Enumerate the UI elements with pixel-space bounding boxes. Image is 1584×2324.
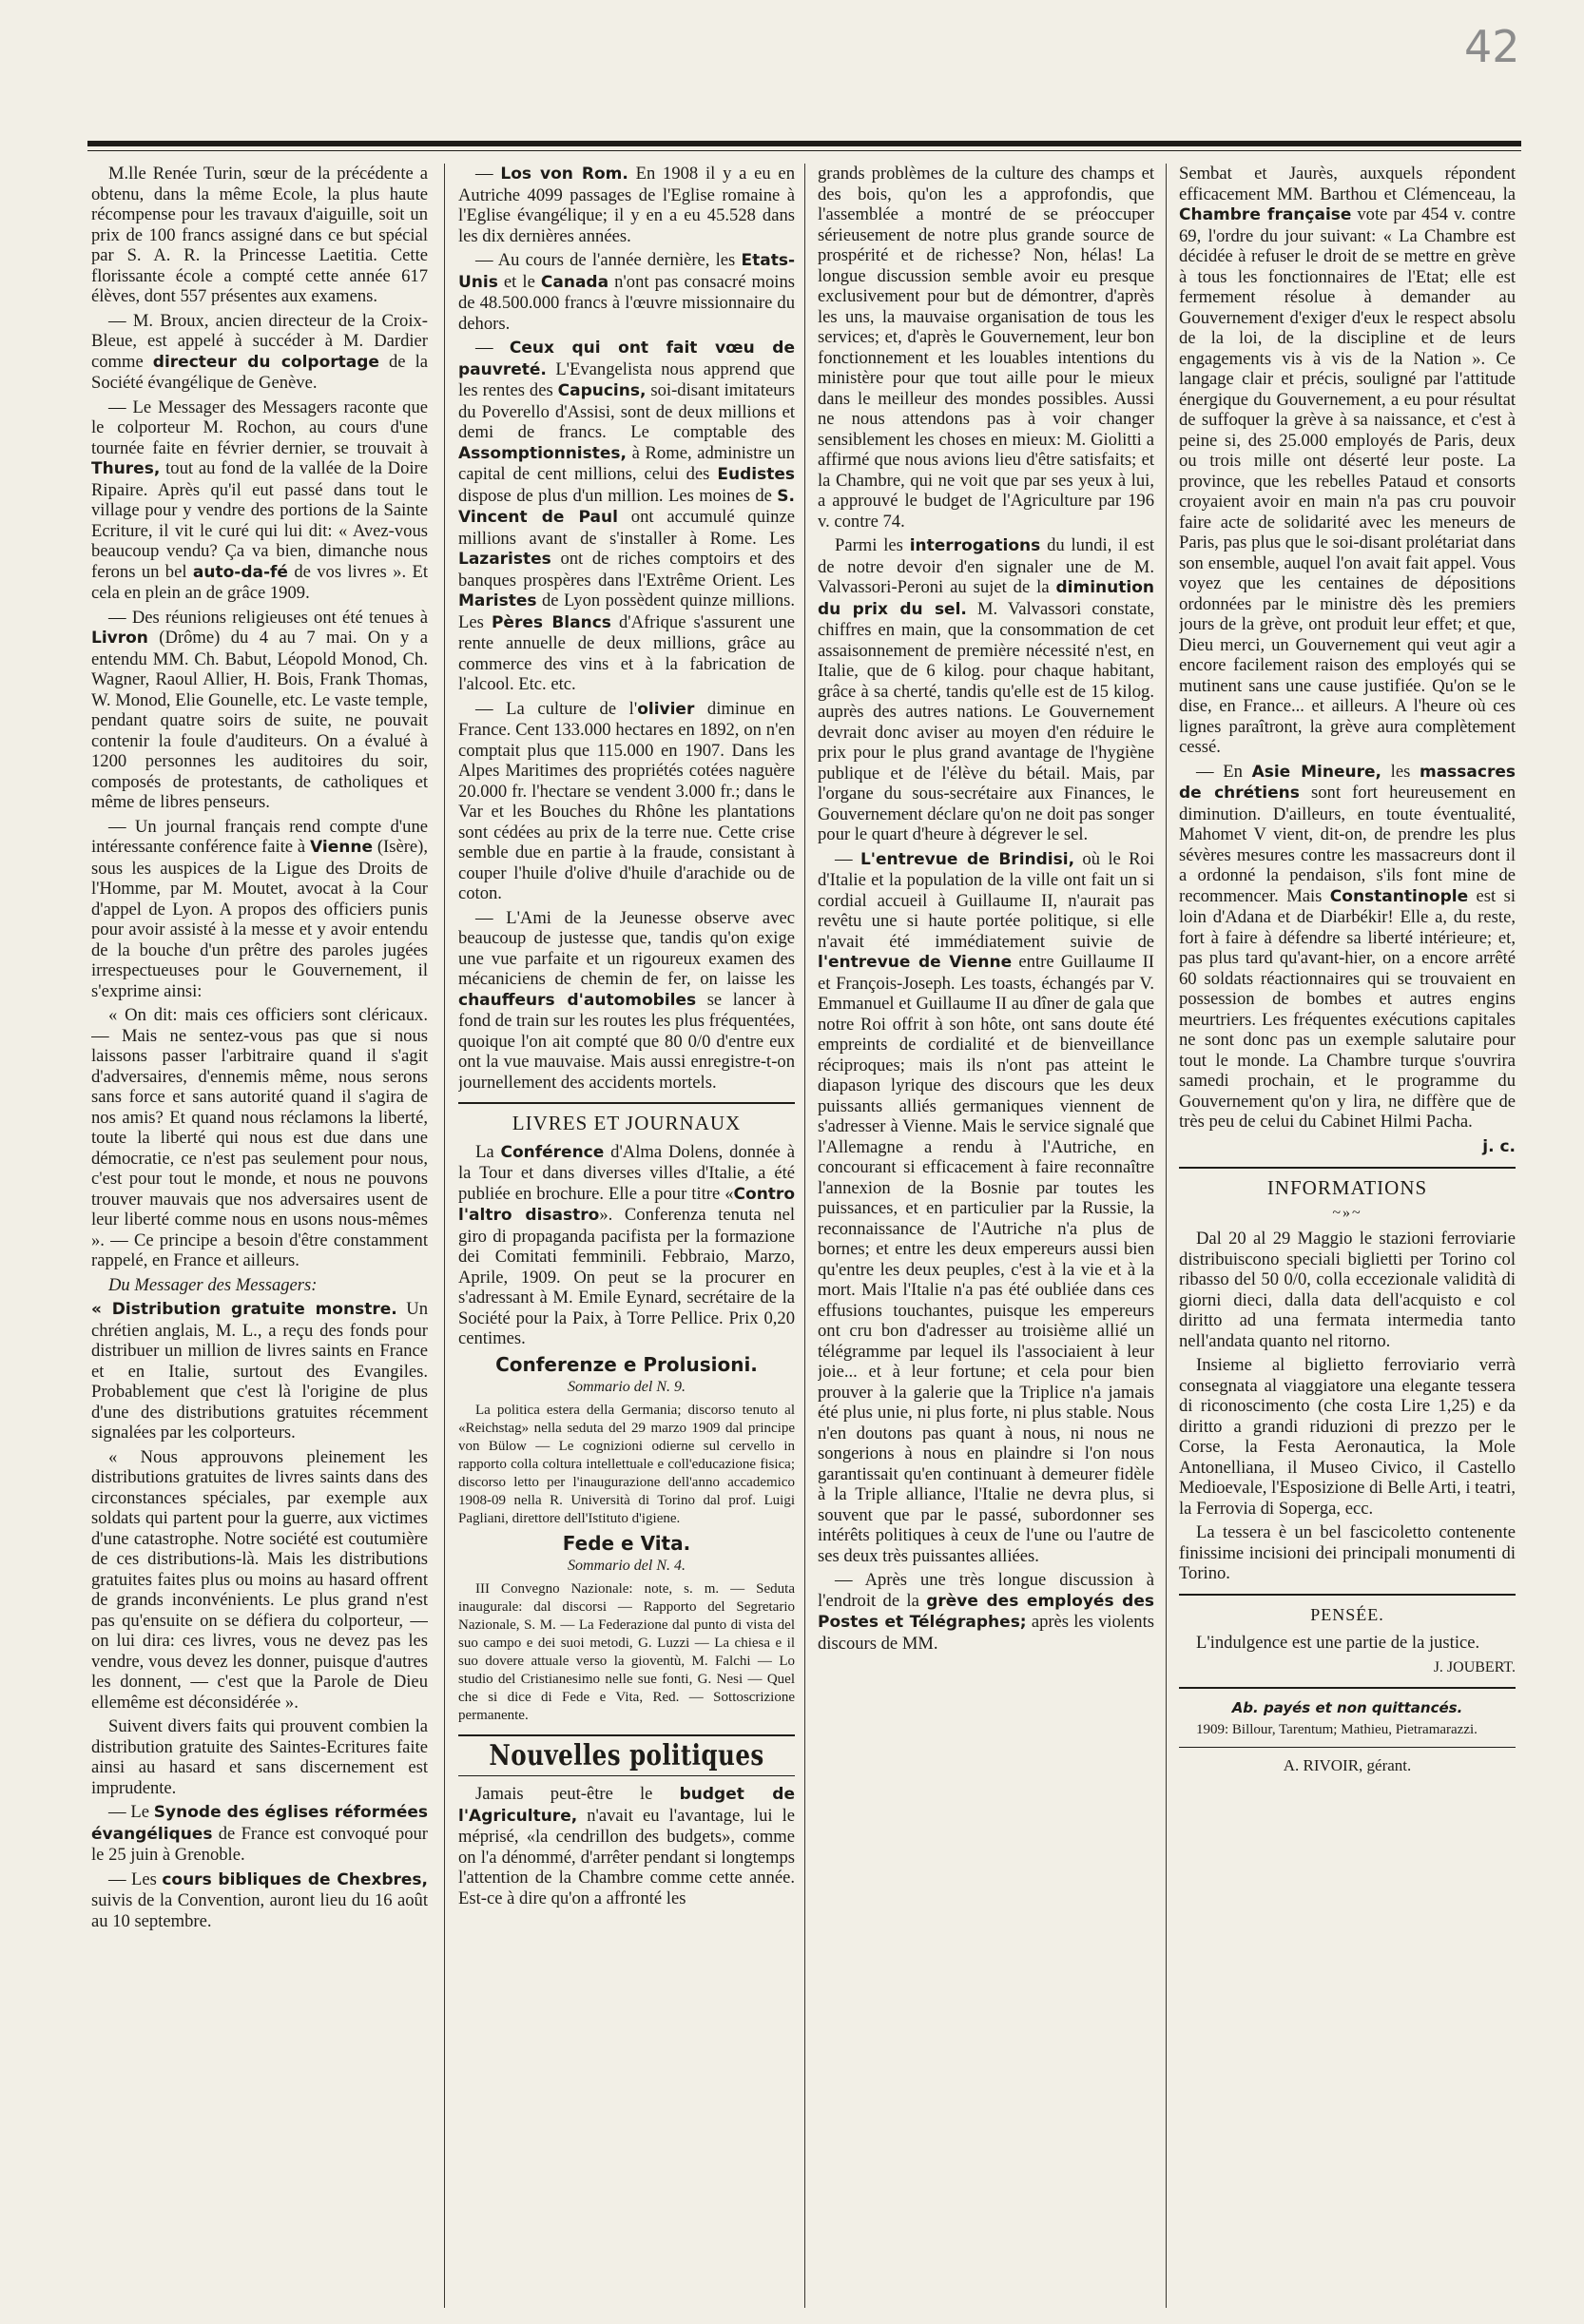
review-title: Fede e Vita. bbox=[562, 1531, 691, 1555]
paragraph: Sembat et Jaurès, auxquels répondent efficacement MM. Barthou et Clémenceau, la Chambre française vote par 454 v. contre 69, l'ordre du jour suivant: « La Chambre est décidée à refuser le droit de se mettre en grève à tous les fonctionnaires de l'Etat; elle est fermement résolue à demander au Gouvernement d'exiger d'eux le respect absolu de la loi, de la discipline et de leurs engagements vis à vis de la Nation ». Ce langage clair et précis, souligné par l'attitude énergique du Gouvernement, a eu pour résultat de suffoquer la grève à sa naissance, et c'est à peine si, des 25.000 employés de Paris, deux ou trois mille ont déserté leur poste. La province, que les rebelles Pataud et consorts croyaient avoir en main n'a pas cru pouvoir faire acte de solidarité avec les meneurs de Paris, pas plus que le soi-disant prolétariat dans son ensemble, auquel l'on avait fait appel. Vous voyez que les centaines de dépositions ordonnées par le ministre dès les premiers jours de la grève, ont produit leur effet; et que, Dieu merci, un Gouvernement qui veut agir a encore facilement raison des employés qui se mutinent sans une cause justifiée. Qu'on se le dise, en France... et ailleurs. A l'heure où ces lignes paraîtront, la grève aura complètement cessé. bbox=[1179, 164, 1516, 757]
bold-keyword: Pères Blancs bbox=[491, 612, 611, 632]
paragraph: — Les cours bibliques de Chexbres, suivis de la Convention, auront lieu du 16 août au 10 septembre. bbox=[91, 1869, 428, 1931]
section-rule bbox=[458, 1102, 795, 1104]
paragraph: — Un journal français rend compte d'une intéressante conférence faite à Vienne (Isère), sous les auspices de la Ligue des Droits de l'Homme, par M. Moutet, avocat à la Cour d'appel de Lyon. A propos des officiers punis pour avoir assisté à la messe et y avoir entendu de la bouche d'un prêtre des paroles jugées irrespectueuses pour le Gouvernement, il s'exprime ainsi: bbox=[91, 816, 428, 1001]
section-rule bbox=[1179, 1687, 1516, 1689]
bold-keyword: L'entrevue de Brindisi, bbox=[860, 849, 1075, 869]
subscriptions-list: 1909: Billour, Tarentum; Mathieu, Pietramarazzi. bbox=[1196, 1721, 1478, 1737]
bold-keyword: Assomptionnistes, bbox=[458, 443, 627, 463]
section-heading-pensee: PENSÉE. bbox=[1310, 1604, 1384, 1624]
bold-keyword: budget de l'Agriculture, bbox=[458, 1785, 795, 1826]
column-divider bbox=[1166, 164, 1167, 2308]
bold-keyword: auto-da-fé bbox=[192, 562, 288, 582]
bold-keyword: Los von Rom. bbox=[500, 165, 628, 184]
bold-keyword: cours bibliques de Chexbres, bbox=[162, 1869, 428, 1889]
bold-keyword: Asie Mineure, bbox=[1251, 762, 1381, 782]
bold-keyword: S. Vincent de Paul bbox=[458, 486, 795, 527]
review-text: La politica estera della Germania; discorso tenuto al «Reichstag» nella seduta del 29 marzo 1909 dal principe von Bülow — Le cognizioni odierne sul cervello in rapporto colla coltura intellettuale e coll'educazione fisica; discorso letto per l'inaugurazione dell'anno accademico 1908-09 nella R. Università di Torino dal prof. Luigi Pagliani, direttore dell'Istituto d'igiene. bbox=[458, 1402, 795, 1526]
bold-keyword: chauffeurs d'automobiles bbox=[458, 990, 697, 1010]
paragraph: — Après une très longue discussion à l'endroit de la grève des employés des Postes et Télégraphes; après les violents discours de MM. bbox=[818, 1570, 1154, 1654]
paragraph: — L'entrevue de Brindisi, où le Roi d'Italie et la population de la ville ont fait un si cordial accueil à Guillaume II, n'aurait pas revêtu une si haute portée politique, si elle n'avait été immédiatement suivie de l'entrevue de Vienne entre Guillaume II et François-Joseph. Les toasts, échangés par V. Emmanuel et Guillaume II au dîner de gala que notre Roi offrit à son hôte, ont sans doute été empreints de cordialité et de bienveillance réciproques; mais ils n'ont pas atteint le diapason lyrique des discours que les deux puissants alliés germaniques viennent de s'adresser à Vienne. Mais le service signalé que l'Allemagne a rendu à l'Autriche, en concourant si efficacement à faire reconnaître l'annexion de la Bosnie par toutes les puissances, et en particulier par la Russie, la reconnaissance de l'Autriche n'a plus de bornes; et entre les deux empereurs aussi bien qu'entre les deux peuples, c'est à la vie et à la mort. Mais l'Italie n'a pas été oubliée dans ces effusions touchantes, puisque les empereurs ont cru bon d'adresser au troisième allié un télégramme par lequel ils l'associaient à leur joie... et à leur fortune; et cela pour bien prouver à la galerie que la Triplice n'a jamais été plus unie, ni plus forte, ni plus stable. Nous n'en doutons pas quant à nous, ni nous ne songerions à nous en plaindre si l'on nous garantissait qu'en continuant à demeurer fidèle à la Triple alliance, l'Italie ne devra plus, si souvent que par le passé, subordonner ses intérêts politiques à ceux de l'une ou l'autre de ses deux très puissantes alliées. bbox=[818, 848, 1154, 1566]
column-divider bbox=[804, 164, 805, 2308]
section-heading-informations: INFORMATIONS bbox=[1266, 1176, 1428, 1199]
paragraph: grands problèmes de la culture des champs et des bois, qu'on les a approfondis, que l'assemblée a montré de se préoccuper sérieusement de notre plus grande source de prospérité et de richesse? Non, hélas! La longue discussion semble avoir eu presque exclusivement pour but de démontrer, d'après les uns, la mauvaise organisation de tous les services; et, d'après le Gouvernement, leur bon fonctionnement et les louables intentions du ministère pour que tout aille pour le mieux dans le meilleur des mondes possibles. Aussi ne nous attendons pas à voir changer sensiblement les choses en mieux: M. Giolitti a affirmé que nous avions lieu d'être satisfaits; et la Chambre, qui ne voit que par ses yeux à lui, a approuvé le budget de l'Agriculture par 196 v. contre 74. bbox=[818, 164, 1154, 532]
section-rule bbox=[1179, 1747, 1516, 1748]
paragraph: « Nous approuvons pleinement les distributions gratuites de livres saints dans des circonstances spéciales, par exemple aux soldats qui partent pour la guerre, aux victimes d'une catastrophe. Notre société est coutumière de ces distributions-là. Mais les distributions gratuites faites plus ou moins au hasard offrent de grands inconvénients. Le plus grand n'est pas qu'ensuite on se défiera du colporteur, — on lui dira: ces livres, vous ne devez pas les vendre, vous devez les donner, puisque d'autres les donnent, — c'est que la Parole de Dieu ellemême est déconsidérée ». bbox=[91, 1446, 428, 1713]
paragraph: L'indulgence est une partie de la justice. bbox=[1196, 1633, 1480, 1653]
column-1 bbox=[91, 164, 428, 2308]
column-divider bbox=[444, 164, 445, 2308]
bold-keyword: Contro l'altro disastro bbox=[458, 1184, 795, 1225]
bold-keyword: Eudistes bbox=[717, 465, 795, 484]
review-summary-label: Sommario del N. 4. bbox=[568, 1558, 686, 1574]
bold-keyword: « Distribution gratuite monstre. bbox=[91, 1300, 397, 1319]
paragraph: Dal 20 al 29 Maggio le stazioni ferroviarie distribuiscono speciali biglietti per Torino col ribasso del 50 0/0, colla eccezionale validità di giorni dieci, dalla data dell'acquisto e col diritto ad una fermata intermedia tanto nell'andata quanto nel ritorno. bbox=[1179, 1229, 1516, 1351]
bold-keyword: Vienne bbox=[310, 838, 373, 857]
section-heading-nouvelles: Nouvelles politiques bbox=[489, 1738, 764, 1772]
bold-keyword: l'entrevue de Vienne bbox=[818, 953, 1013, 972]
paragraph: Insieme al biglietto ferroviario verrà consegnata al viaggiatore una elegante tessera di riconoscimento (che costa Lire 1,25) e da diritto a grandi riduzioni di prezzo per le Corse, la Festa Aeronautica, la Mole Antonelliana, il Museo Civico, il Castello Medioevale, l'Esposizione di Belle Arti, i teatri, la Ferrovia di Soperga, ecc. bbox=[1179, 1355, 1516, 1519]
ornament-icon: ~»~ bbox=[1332, 1204, 1362, 1221]
paragraph: — L'Ami de la Jeunesse observe avec beaucoup de justesse que, tandis qu'on exige une vue parfaite et un rigoureux examen des mécaniciens de chemin de fer, on laisse les chauffeurs d'automobiles se lancer à fond de train sur les routes les plus fréquentées, quoique l'on ait compté que 80 0/0 d'entre eux ont la vue mauvaise. Mais aussi enregistre-t-on journellement des accidents mortels. bbox=[458, 907, 795, 1093]
bold-keyword: olivier bbox=[637, 699, 695, 719]
paragraph: — Le Messager des Messagers raconte que le colporteur M. Rochon, au cours d'une tournée faite en février dernier, se trouvait à Thures, tout au fond de la vallée de la Doire Ripaire. Après qu'il eut passé dans tout le village pour y vendre des portions de la Sainte Ecriture, il vit le curé qui lui dit: « Avez-vous beaucoup vendu? Ça va bien, dimanche nous ferons un bel auto-da-fé de vos livres ». Et cela en plein an de grâce 1909. bbox=[91, 397, 428, 603]
bold-keyword: Constantinople bbox=[1329, 886, 1469, 906]
bold-keyword: Maristes bbox=[458, 591, 537, 610]
quote-author: J. JOUBERT. bbox=[1433, 1658, 1516, 1675]
bold-keyword: Ceux qui ont fait vœu de pauvreté. bbox=[458, 339, 795, 379]
review-summary-label: Sommario del N. 9. bbox=[568, 1379, 686, 1395]
paragraph: — La culture de l'olivier diminue en France. Cent 133.000 hectares en 1892, on n'en comptait plus que 115.000 en 1907. Dans les Alpes Maritimes des propriétés cotées naguère 20.000 fr. l'hectare se vendent 3.000 fr.; dans le Var et les Bouches du Rhône les plantations sont cédées au prix de la terre nue. Cette crise semble due en partie à la fraude, consistant à couper l'huile d'olive d'huile d'arachide ou de coton. bbox=[458, 698, 795, 903]
page-number: 42 bbox=[1464, 21, 1520, 72]
section-heading-livres: LIVRES ET JOURNAUX bbox=[512, 1112, 742, 1134]
paragraph: Suivent divers faits qui prouvent combien la distribution gratuite des Saintes-Ecritures faite ainsi au hasard et sans discernement est imprudente. bbox=[91, 1716, 428, 1798]
paragraph: — Le Synode des églises réformées évangéliques de France est convoqué pour le 25 juin à Grenoble. bbox=[91, 1802, 428, 1865]
bold-keyword: Livron bbox=[91, 629, 148, 648]
bold-keyword: Lazaristes bbox=[458, 550, 551, 569]
bold-keyword: grève des employés des Postes et Télégraphes; bbox=[818, 1591, 1154, 1632]
paragraph: — M. Broux, ancien directeur de la Croix-Bleue, est appelé à succéder à M. Dardier comme directeur du colportage de la Société évangélique de Genève. bbox=[91, 310, 428, 393]
paragraph: — Des réunions religieuses ont été tenues à Livron (Drôme) du 4 au 7 mai. On y a entendu MM. Ch. Babut, Léopold Monod, Ch. Wagner, Raoul Allier, H. Bois, Frank Thomas, W. Monod, Elie Gounelle, etc. Le vaste temple, pendant quatre soirs de suite, ne pouvait contenir la foule d'auditeurs. On a évalué à 1200 personnes les auditoires du soir, composés de protestants, de catholiques et même de libres penseurs. bbox=[91, 607, 428, 812]
bold-keyword: massacres de chrétiens bbox=[1179, 762, 1516, 803]
paragraph: — Los von Rom. En 1908 il y a eu en Autriche 4099 passages de l'Eglise romaine à l'Eglise évangélique; il y en a eu 45.528 dans les dix dernières années. bbox=[458, 164, 795, 246]
section-rule bbox=[458, 1734, 795, 1736]
column-2 bbox=[458, 164, 795, 2308]
bold-keyword: Etats-Unis bbox=[458, 251, 795, 292]
bold-keyword: Thures, bbox=[91, 459, 161, 478]
bold-keyword: Canada bbox=[540, 272, 609, 292]
section-rule bbox=[458, 1775, 795, 1776]
bold-keyword: diminution du prix du sel. bbox=[818, 578, 1154, 619]
bold-keyword: Capucins, bbox=[557, 381, 647, 400]
bold-keyword: interrogations bbox=[909, 536, 1041, 555]
signature: j. c. bbox=[1482, 1136, 1516, 1156]
paragraph: La Conférence d'Alma Dolens, donnée à la Tour et dans diverses villes d'Italie, a été publiée en brochure. Elle a pour titre «Contro l'altro disastro». Conferenza tenuta nel giro di propaganda pacifista per la formazione dei Comitati femminili. Febbraio, Marzo, Aprile, 1909. On peut se la procurer en s'adressant à M. Emile Eynard, secrétaire de la Société pour la Paix, à Torre Pellice. Prix 0,20 centimes. bbox=[458, 1141, 795, 1348]
header-rule bbox=[87, 141, 1521, 146]
bold-keyword: Synode des églises réformées évangéliques bbox=[91, 1803, 428, 1844]
bold-keyword: Chambre française bbox=[1179, 205, 1352, 224]
publisher-line: A. RIVOIR, gérant. bbox=[1283, 1755, 1412, 1774]
paragraph: Du Messager des Messagers: bbox=[108, 1274, 318, 1295]
section-rule bbox=[1179, 1594, 1516, 1596]
paragraph: La tessera è un bel fascicoletto contenente finissime incisioni dei principali monumenti di Torino. bbox=[1179, 1522, 1516, 1583]
paragraph: Parmi les interrogations du lundi, il est de notre devoir d'en signaler une de M. Valvassori-Peroni au sujet de la diminution du prix du sel. M. Valvassori constate, chiffres en main, que la consommation de cet assaisonnement de première nécessité n'est, en Italie, que de 6 kilog. pour chaque habitant, grâce à sa cherté, tandis qu'elle est de 15 kilog. auprès des autres nations. Le Gouvernement devrait donc aviser au moyen d'en réduire le prix pour le plus grand avantage de l'hygiène publique et de l'élève du bétail. Mais, par l'organe du sous-secrétaire aux Finances, le Gouvernement déclare qu'on ne doit pas songer pour le quart d'heure à dégrever le sel. bbox=[818, 535, 1154, 844]
bold-keyword: Conférence bbox=[500, 1142, 605, 1162]
review-title: Conferenze e Prolusioni. bbox=[495, 1352, 758, 1376]
quote-paragraph: « On dit: mais ces officiers sont cléricaux. — Mais ne sentez-vous pas que si nous laissons passer l'arbitraire quand il s'agit d'adversaires, d'ennemis même, nous serons sans force et sans autorité quand il s'agira de nos amis? Et quand nous réclamons la liberté, toute la liberté qui nous est due dans une démocratie, ce n'est pas seulement pour nous, c'est pour tout le monde, et nous ne pouvons trouver mauvais que nos adversaires usent de leur liberté comme nous en usons nous-mêmes ». — Ce principe a besoin d'être constamment rappelé, en France et ailleurs. bbox=[91, 1005, 428, 1270]
paragraph: — Ceux qui ont fait vœu de pauvreté. L'Evangelista nous apprend que les rentes des Capucins, soi-disant imitateurs du Poverello d'Assisi, sont de deux millions et demi de francs. Le comptable des Assomptionnistes, à Rome, administre un capital de cent millions, celui des Eudistes dispose de plus d'un million. Les moines de S. Vincent de Paul ont accumulé quinze millions avant de s'installer à Rome. Les Lazaristes ont de riches comptoirs et des banques prospères dans l'Extrême Orient. Les Maristes de Lyon possèdent quinze millions. Les Pères Blancs d'Afrique s'assurent une rente annuelle de deux millions, grâce au commerce des vins et à la fabrication de l'alcool. Etc. etc. bbox=[458, 338, 795, 694]
column-3 bbox=[818, 164, 1154, 2308]
review-text: III Convegno Nazionale: note, s. m. — Seduta inaugurale: dal discorsi — Rapporto del Segretario Nazionale, S. M. — La Federazione dal punto di vista del suo campo e dei suoi metodi, G. Luzzi — La chiesa e il suo dovere attuale verso la gioventù, M. Falchi — Lo studio del Cristianesimo nelle sue fonti, G. Nesi — Quel che si dice di Fede e Vita, Red. — Sottoscrizione permanente. bbox=[458, 1580, 795, 1723]
subscriptions-heading: Ab. payés et non quittancés. bbox=[1231, 1699, 1463, 1716]
paragraph: — En Asie Mineure, les massacres de chrétiens sont fort heureusement en diminution. D'ailleurs, en toute éventualité, Mahomet V vient, dit-on, de prendre les plus sévères mesures contre les massacreurs dont il a ordonné la pendaison, s'ils font mine de recommencer. Mais Constantinople est si loin d'Adana et de Diarbékir! Elle a, du reste, fort à faire à défendre sa liberté intérieure; et, pas plus tard qu'avant-hier, on a encore arrêté 60 soldats réactionnaires qui se trouvaient en possession de bombes et autres engins meurtriers. Les fréquentes exécutions capitales ne sont donc pas un exemple salutaire pour tout le monde. La Chambre turque s'ouvrira samedi prochain, et le programme du Gouvernement qu'on y lira, ne diffère que de très peu de celui du Cabinet Hilmi Pacha. bbox=[1179, 761, 1516, 1132]
paragraph: — Au cours de l'année dernière, les Etats-Unis et le Canada n'ont pas consacré moins de 48.500.000 francs à l'œuvre missionnaire du dehors. bbox=[458, 250, 795, 334]
section-rule bbox=[1179, 1167, 1516, 1169]
header-rule-thin bbox=[87, 150, 1521, 151]
column-4 bbox=[1179, 164, 1516, 2308]
bold-keyword: directeur du colportage bbox=[152, 352, 379, 372]
paragraph: Jamais peut-être le budget de l'Agriculture, n'avait eu l'avantage, lui le méprisé, «la cendrillon des budgets», comme on l'a dénommé, d'arrêter pendant si longtemps l'attention de la Chambre comme cette année. Est-ce à dire qu'on a affronté les bbox=[458, 1784, 795, 1908]
paragraph: « Distribution gratuite monstre. Un chrétien anglais, M. L., a reçu des fonds pour distribuer un million de livres saints en France et en Italie, surtout des Evangiles. Probablement que c'est là l'origine de plus d'une des distributions gratuites récemment signalées par les colporteurs. bbox=[91, 1299, 428, 1443]
paragraph: M.lle Renée Turin, sœur de la précédente a obtenu, dans la même Ecole, la plus haute récompense pour les travaux d'aiguille, soit un prix de 100 francs assigné dans ce but spécial par S. A. R. la Princesse Laetitia. Cette florissante école a compté cette année 617 élèves, dont 557 présentes aux examens. bbox=[91, 164, 428, 306]
